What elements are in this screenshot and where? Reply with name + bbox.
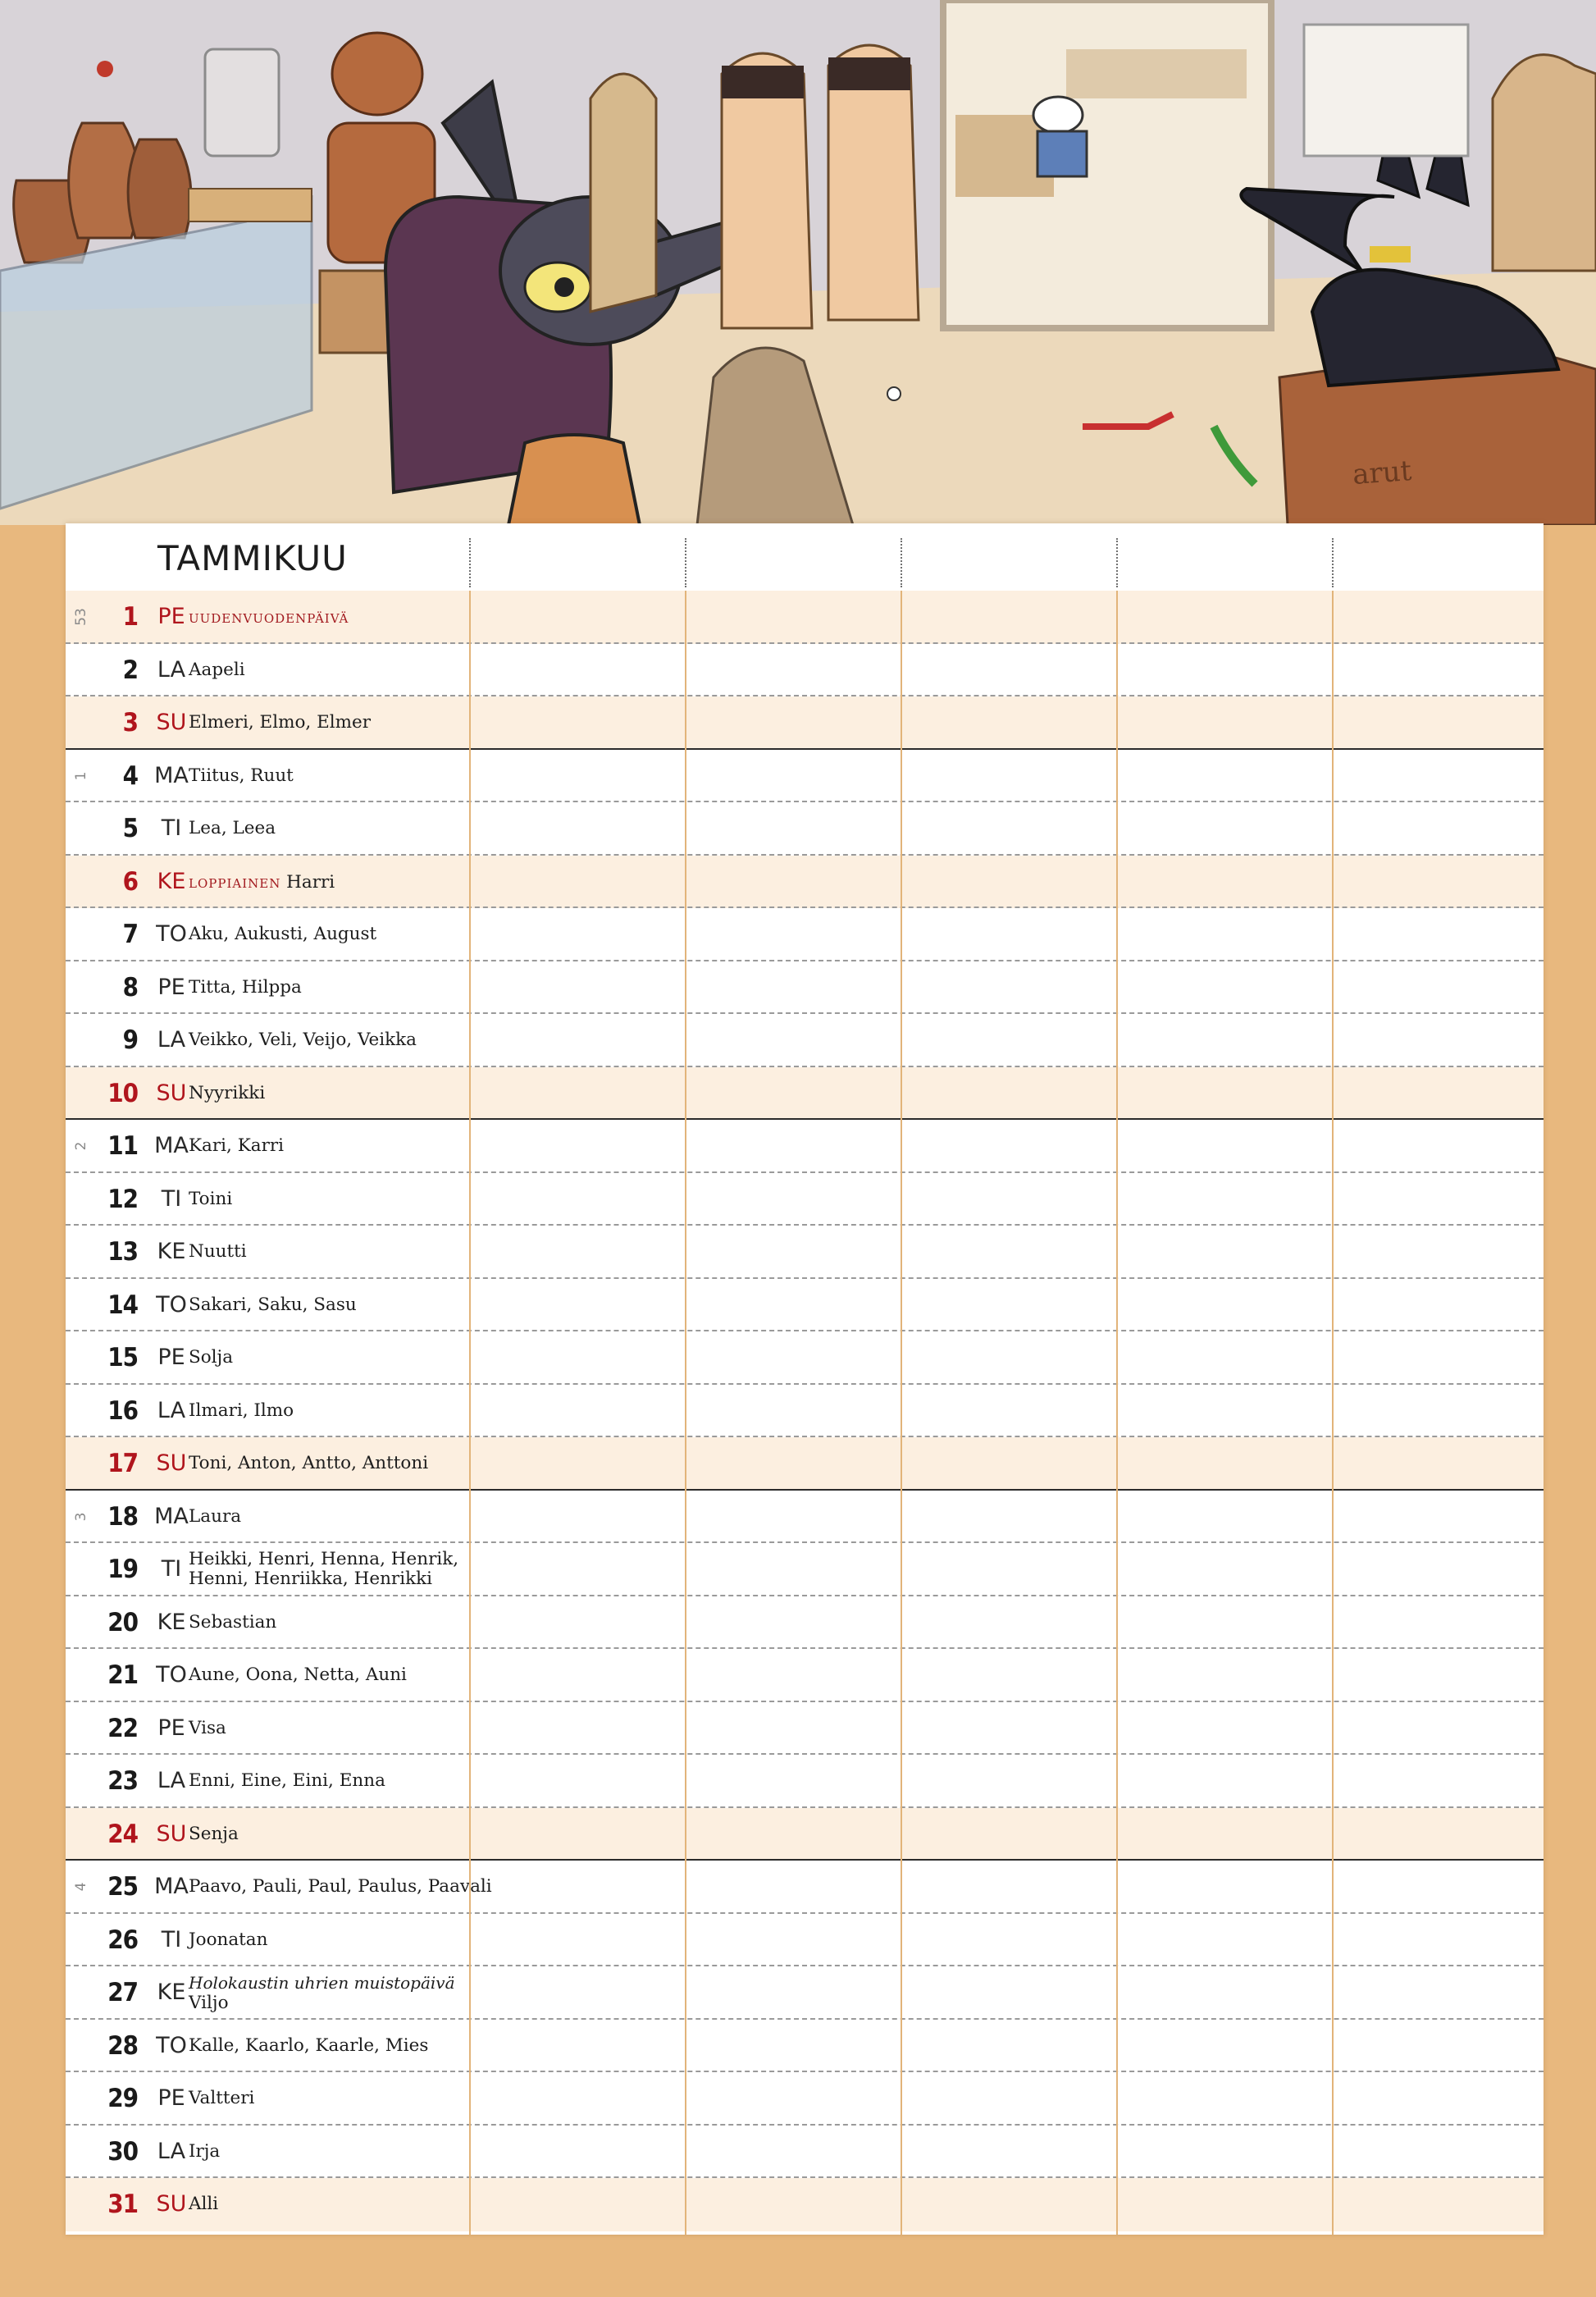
names-text: Nuutti [189,1241,247,1262]
day-number: 6 [122,866,138,897]
weekday-abbreviation: KE [157,1609,186,1635]
weekday-abbreviation: PE [157,604,185,629]
weekday-abbreviation: SU [156,1820,187,1847]
weekday-abbreviation: LA [157,1768,186,1793]
day-row [66,1437,1544,1491]
month-title: TAMMIKUU [157,538,348,578]
name-day-names [189,1173,533,1226]
day-number: 2 [122,655,138,685]
name-day-names [189,1966,533,2019]
day-row [66,1649,1544,1702]
day-row [66,1543,1544,1596]
day-number: 5 [122,814,138,843]
weekday-abbreviation: PE [157,1345,185,1370]
column-separator [685,591,686,2235]
column-separator [1116,591,1118,2235]
names-text: Toni, Anton, Antto, Anttoni [189,1453,429,1473]
week-number: 53 [73,608,89,626]
day-row [66,644,1544,697]
weekday-abbreviation: SU [156,1450,187,1476]
name-day-names [189,1437,533,1490]
day-number: 22 [107,1713,138,1743]
name-day-names [189,2178,533,2231]
names-text: Kari, Karri [189,1135,285,1156]
weekday-abbreviation: LA [157,1027,186,1053]
day-number: 13 [107,1237,138,1267]
weekday-abbreviation: TO [156,1291,187,1317]
day-row [66,1067,1544,1121]
names-text: Elmeri, Elmo, Elmer [189,712,372,733]
name-day-names [189,2072,533,2125]
names-text: Visa [189,1717,226,1738]
calendar-header-row [66,523,1544,591]
weekday-abbreviation: TO [156,1662,187,1687]
weekday-abbreviation: KE [157,1239,186,1264]
names-text: Irja [189,2140,221,2162]
week-number: 1 [73,771,89,780]
column-separator-header [901,538,902,587]
column-separator-header [1332,538,1334,587]
week-number: 4 [73,1882,89,1892]
weekday-abbreviation: TI [161,1926,182,1952]
day-number: 31 [107,2190,138,2219]
names-text: Kalle, Kaarlo, Kaarle, Mies [189,2034,429,2056]
bottom-band [0,2248,1596,2297]
names-text: Tiitus, Ruut [189,765,294,786]
name-day-names [189,1226,533,1278]
names-text: Joonatan [189,1929,268,1950]
names-text: Solja [189,1347,234,1368]
day-row [66,1279,1544,1332]
day-number: 15 [107,1343,138,1372]
day-row [66,1385,1544,1438]
holiday-label: uudenvuodenpäivä [189,607,349,627]
names-text: Laura [189,1505,242,1527]
day-row [66,2072,1544,2126]
column-separator [469,591,471,2235]
day-number: 17 [107,1449,138,1478]
day-number: 1 [122,602,138,632]
day-number: 16 [107,1395,138,1426]
names-text: Senja [189,1823,239,1844]
names-text: Veikko, Veli, Veijo, Veikka [189,1030,417,1050]
names-text: Valtteri [189,2088,255,2108]
weekday-abbreviation: MA [154,1503,189,1529]
day-row [66,2126,1544,2179]
holiday-label: loppiainen [189,871,281,892]
day-number: 21 [107,1660,138,1690]
weekday-abbreviation: TI [161,1185,182,1212]
names-text: Enni, Eine, Eini, Enna [189,1770,385,1791]
weekday-abbreviation: TO [156,2032,187,2058]
day-row [66,750,1544,803]
name-day-names [189,1649,533,1701]
day-row [66,1808,1544,1861]
column-separator [1332,591,1334,2235]
day-row [66,2020,1544,2073]
day-number: 11 [107,1131,138,1161]
day-row [66,1861,1544,1914]
day-number: 18 [107,1501,138,1532]
day-number: 7 [122,920,138,949]
day-row [66,2178,1544,2231]
name-day-names [189,1755,533,1807]
day-row [66,1331,1544,1385]
day-number: 27 [107,1978,138,2007]
name-day-names [189,644,533,696]
names-text: Lea, Leea [189,818,276,838]
weekday-abbreviation: PE [157,1715,185,1741]
week-number: 2 [73,1141,89,1151]
names-text: Sebastian [189,1611,277,1633]
weekday-abbreviation: MA [154,1133,189,1158]
names-text: Heikki, Henri, Henna, Henrik, [189,1549,459,1569]
day-number: 12 [107,1184,138,1214]
column-separator-header [685,538,686,587]
calendar-sheet [66,523,1544,2235]
name-day-names [189,1014,533,1066]
names-text: Aku, Aukusti, August [189,924,377,944]
name-day-names [189,961,533,1014]
weekday-abbreviation: SU [156,1080,187,1106]
day-row [66,908,1544,961]
names-text-second-line: Viljo [189,1993,229,2013]
names-text: Harri [286,871,335,893]
weekday-abbreviation: PE [157,2085,185,2111]
pedestal-sign-text: arut [1351,454,1413,491]
day-row [66,696,1544,750]
day-row [66,1596,1544,1650]
day-number: 24 [107,1819,138,1849]
name-day-names [189,1331,533,1384]
header-illustration [0,0,1596,525]
day-row [66,1755,1544,1808]
day-number: 25 [107,1872,138,1902]
weekday-abbreviation: LA [157,2138,186,2164]
name-day-names [189,1279,533,1331]
name-day-names [189,1385,533,1437]
names-text: Sakari, Saku, Sasu [189,1294,357,1315]
day-number: 26 [107,1925,138,1955]
day-row [66,1014,1544,1067]
name-day-names [189,750,533,802]
day-number: 23 [107,1766,138,1796]
name-day-names [189,696,533,749]
day-number: 14 [107,1290,138,1320]
column-separator-header [469,538,471,587]
column-separator-header [1116,538,1118,587]
name-day-names [189,2020,533,2072]
weekday-abbreviation: PE [157,974,185,1000]
name-day-names [189,1491,533,1543]
column-separator [901,591,902,2235]
name-day-names [189,2126,533,2178]
day-row [66,802,1544,856]
names-text: Nyyrikki [189,1082,266,1103]
day-number: 10 [107,1078,138,1108]
name-day-names [189,856,533,908]
day-row [66,1914,1544,1967]
names-text: Ilmari, Ilmo [189,1400,294,1421]
day-number: 28 [107,2030,138,2061]
day-row [66,856,1544,909]
weekday-abbreviation: TI [161,815,182,841]
name-day-names [189,1808,533,1861]
day-number: 9 [122,1025,138,1055]
day-row [66,1226,1544,1279]
weekday-abbreviation: MA [154,1874,189,1899]
name-day-names [189,591,533,643]
name-day-names [189,1543,533,1596]
day-number: 30 [107,2136,138,2167]
day-row [66,591,1544,644]
flag-day-label: Holokaustin uhrien muistopäivä [189,1973,455,1993]
names-text: Aapeli [189,659,245,680]
name-day-names [189,1914,533,1966]
day-number: 20 [107,1607,138,1637]
day-row [66,1966,1544,2020]
day-number: 8 [122,972,138,1002]
name-day-names [189,1067,533,1120]
name-day-names [189,1702,533,1755]
day-row [66,1173,1544,1226]
name-day-names [189,802,533,855]
day-row [66,1120,1544,1173]
name-day-names [189,1861,533,1913]
day-number: 4 [122,760,138,791]
weekday-abbreviation: KE [157,868,186,894]
names-text: Titta, Hilppa [189,976,302,998]
weekday-abbreviation: SU [156,2191,187,2217]
names-text: Aune, Oona, Netta, Auni [189,1665,407,1685]
weekday-abbreviation: LA [157,1397,186,1423]
weekday-abbreviation: TI [161,1556,182,1582]
weekday-abbreviation: SU [156,710,187,735]
names-text: Alli [189,2194,219,2214]
weekday-abbreviation: KE [157,1980,186,2005]
day-row [66,961,1544,1015]
weekday-abbreviation: TO [156,921,187,947]
day-row [66,1702,1544,1756]
names-text: Toini [189,1188,233,1209]
day-number: 19 [107,1555,138,1584]
day-row [66,1491,1544,1544]
day-number: 29 [107,2084,138,2113]
weekday-abbreviation: LA [157,656,186,683]
name-day-names [189,1596,533,1649]
week-number: 3 [73,1512,89,1521]
day-number: 3 [122,708,138,738]
names-text: Paavo, Pauli, Paul, Paulus, Paavali [189,1876,492,1897]
name-day-names [189,908,533,961]
museum-egypt-illustration [0,0,1596,525]
names-text-second-line: Henni, Henriikka, Henrikki [189,1569,433,1589]
weekday-abbreviation: MA [154,762,189,788]
name-day-names [189,1120,533,1172]
